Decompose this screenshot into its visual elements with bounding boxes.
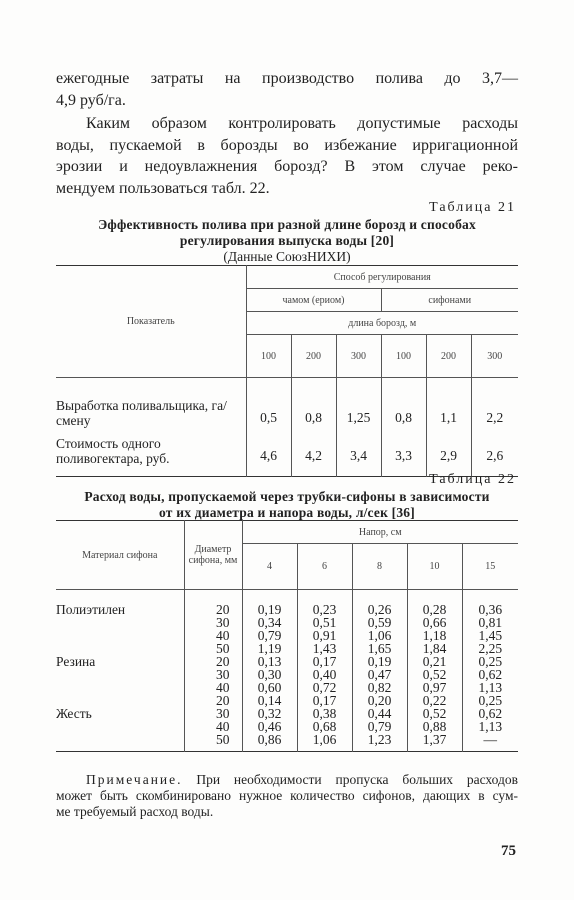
- flow-value: 0,82: [352, 681, 407, 694]
- flow-value: 0,23: [297, 590, 352, 616]
- diameter-value: 30: [184, 668, 242, 681]
- flow-value: 0,59: [352, 616, 407, 629]
- flow-value: 0,81: [478, 614, 503, 630]
- flow-value: 0,40: [297, 668, 352, 681]
- flow-value: 1,65: [352, 642, 407, 655]
- material-label: Жесть: [56, 707, 184, 720]
- table-row: [56, 733, 518, 752]
- title-line: от их диаметра и напора воды, л/сек [36]: [159, 505, 415, 520]
- header-head-value: 6: [297, 544, 352, 590]
- flow-value: 0,17: [297, 694, 352, 707]
- flow-value: 1,06: [297, 733, 352, 752]
- note-label: Примечание.: [86, 772, 183, 787]
- flow-value: 1,43: [297, 642, 352, 655]
- header-head-value: 15: [485, 561, 496, 572]
- header-head-value: 4: [242, 544, 297, 590]
- table-row: [56, 655, 518, 668]
- diameter-value: 50: [184, 733, 242, 752]
- text-line: эрозии и недоувлажнения борозд? В этом случае реко-: [56, 158, 518, 175]
- diameter-value: 20: [184, 590, 242, 616]
- table21: [56, 265, 518, 477]
- flow-value: 0,52: [407, 707, 462, 720]
- flow-value: 0,79: [352, 720, 407, 733]
- header-indicator: Показатель: [56, 266, 246, 378]
- flow-value: 0,38: [297, 707, 352, 720]
- material-label: [56, 694, 184, 707]
- text-line: воды, пускаемой в борозды во избежание ирригационной: [56, 136, 518, 154]
- flow-value: 1,45: [478, 627, 503, 643]
- table-row: [56, 668, 518, 681]
- paragraph-question: [56, 113, 518, 199]
- cell-value: 4,6: [246, 430, 291, 477]
- flow-value: 0,60: [242, 681, 297, 694]
- flow-value: 0,47: [352, 668, 407, 681]
- table21-title: [56, 217, 518, 249]
- table22: [56, 520, 518, 752]
- flow-value: 2,25: [478, 640, 503, 656]
- cell-value: 2,6: [486, 448, 504, 463]
- text-line: мендуем пользоваться табл. 22.: [56, 179, 270, 197]
- flow-value: 0,25: [478, 653, 503, 669]
- material-label: [56, 720, 184, 733]
- text-line: ежегодные затраты на производство полива до 3,7—: [56, 70, 518, 87]
- cell-value: 1,25: [336, 378, 381, 431]
- header-length-value: 300: [487, 350, 503, 362]
- flow-value: 0,97: [407, 681, 462, 694]
- material-label: [56, 629, 184, 642]
- flow-value: 0,25: [478, 692, 503, 708]
- header-material: Материал сифона: [56, 521, 184, 590]
- header-length-value: 100: [246, 335, 291, 378]
- row-label: Стоимость одного поливогектара, руб.: [56, 430, 246, 477]
- material-label: [56, 616, 184, 629]
- header-length-value: 200: [426, 335, 471, 378]
- flow-value: 0,46: [242, 720, 297, 733]
- flow-value: 0,72: [297, 681, 352, 694]
- header-head-value: 8: [352, 544, 407, 590]
- flow-value: 1,23: [352, 733, 407, 752]
- table-row: [56, 681, 518, 694]
- note-text: При необходимости пропуска больших расходов: [196, 772, 519, 787]
- flow-value: 1,13: [478, 679, 503, 695]
- header-diameter: Диаметр сифона, мм: [184, 521, 242, 590]
- table21-caption: Таблица 21: [429, 200, 516, 215]
- flow-value: 0,22: [407, 694, 462, 707]
- text-line: [56, 772, 518, 788]
- title-line: Расход воды, пропускаемой через трубки-сифоны в зависимости: [84, 489, 490, 504]
- table-row: [56, 707, 518, 720]
- cell-value: 0,8: [291, 378, 336, 431]
- table-row: [56, 629, 518, 642]
- header-length-value: 300: [336, 335, 381, 378]
- material-label: [56, 733, 184, 752]
- table-row: [56, 642, 518, 655]
- header-length-value: 100: [381, 335, 426, 378]
- table-note: [56, 772, 518, 820]
- diameter-value: 50: [184, 642, 242, 655]
- flow-value: 0,68: [297, 720, 352, 733]
- cell-value: 3,3: [381, 430, 426, 477]
- flow-value: 0,34: [242, 616, 297, 629]
- table-row: [56, 430, 518, 477]
- material-label: Полиэтилен: [56, 590, 184, 616]
- table21-source: (Данные СоюзНИХИ): [223, 249, 351, 264]
- row-label: Выработка поливальщика, га/смену: [56, 378, 246, 431]
- cell-value: 2,2: [486, 410, 504, 425]
- title-line: регулирования выпуска воды [20]: [179, 233, 395, 248]
- flow-value: 0,26: [352, 590, 407, 616]
- flow-value: —: [483, 731, 497, 747]
- flow-value: 0,13: [242, 655, 297, 668]
- flow-value: 0,20: [352, 694, 407, 707]
- flow-value: 0,19: [352, 655, 407, 668]
- text-line: ме требуемый расход воды.: [56, 804, 214, 819]
- material-label: Резина: [56, 655, 184, 668]
- flow-value: 0,28: [407, 590, 462, 616]
- material-label: [56, 642, 184, 655]
- flow-value: 0,86: [242, 733, 297, 752]
- material-label: [56, 681, 184, 694]
- header-head-value: 10: [407, 544, 462, 590]
- title-line: Эффективность полива при разной длине борозд и способах: [98, 217, 476, 232]
- flow-value: 0,32: [242, 707, 297, 720]
- flow-value: 1,84: [407, 642, 462, 655]
- flow-value: 0,21: [407, 655, 462, 668]
- header-length-value: 200: [291, 335, 336, 378]
- flow-value: 0,52: [407, 668, 462, 681]
- header-method: Способ регулирования: [246, 266, 518, 289]
- cell-value: 0,8: [381, 378, 426, 431]
- flow-value: 0,14: [242, 694, 297, 707]
- header-length: длина борозд, м: [246, 312, 518, 335]
- diameter-value: 40: [184, 720, 242, 733]
- text-line: Каким образом контролировать допустимые расходы: [86, 115, 518, 132]
- page-number: 75: [501, 843, 516, 859]
- flow-value: 0,66: [407, 616, 462, 629]
- material-label: [56, 668, 184, 681]
- table22-caption: Таблица 22: [429, 472, 516, 487]
- cell-value: 2,9: [426, 430, 471, 477]
- table-row: [56, 616, 518, 629]
- flow-value: 1,13: [478, 718, 503, 734]
- diameter-value: 20: [184, 694, 242, 707]
- flow-value: 0,79: [242, 629, 297, 642]
- text-line: может быть скомбинировано нужное количество сифонов, дающих в сум-: [56, 788, 518, 803]
- header-siphons: сифонами: [381, 289, 518, 312]
- header-head: Напор, см: [242, 521, 518, 544]
- table-row: [56, 590, 518, 616]
- flow-value: 0,51: [297, 616, 352, 629]
- cell-value: 1,1: [426, 378, 471, 431]
- flow-value: 1,19: [242, 642, 297, 655]
- flow-value: 0,62: [478, 705, 503, 721]
- text-line: 4,9 руб/га.: [56, 91, 126, 109]
- diameter-value: 20: [184, 655, 242, 668]
- flow-value: 0,88: [407, 720, 462, 733]
- cell-value: 0,5: [246, 378, 291, 431]
- cell-value: 4,2: [291, 430, 336, 477]
- header-chamom: чамом (ериом): [246, 289, 381, 312]
- flow-value: 0,62: [478, 666, 503, 682]
- flow-value: 1,18: [407, 629, 462, 642]
- cell-value: 3,4: [336, 430, 381, 477]
- flow-value: 0,36: [478, 601, 503, 617]
- diameter-value: 30: [184, 616, 242, 629]
- flow-value: 0,91: [297, 629, 352, 642]
- flow-value: 1,06: [352, 629, 407, 642]
- flow-value: 0,30: [242, 668, 297, 681]
- flow-value: 0,44: [352, 707, 407, 720]
- diameter-value: 30: [184, 707, 242, 720]
- diameter-value: 40: [184, 629, 242, 642]
- table-row: [56, 694, 518, 707]
- paragraph-intro: [56, 68, 518, 111]
- table22-title: [56, 489, 518, 521]
- flow-value: 0,17: [297, 655, 352, 668]
- diameter-value: 40: [184, 681, 242, 694]
- flow-value: 0,19: [242, 590, 297, 616]
- table-row: [56, 378, 518, 431]
- flow-value: 1,37: [407, 733, 462, 752]
- table-row: [56, 720, 518, 733]
